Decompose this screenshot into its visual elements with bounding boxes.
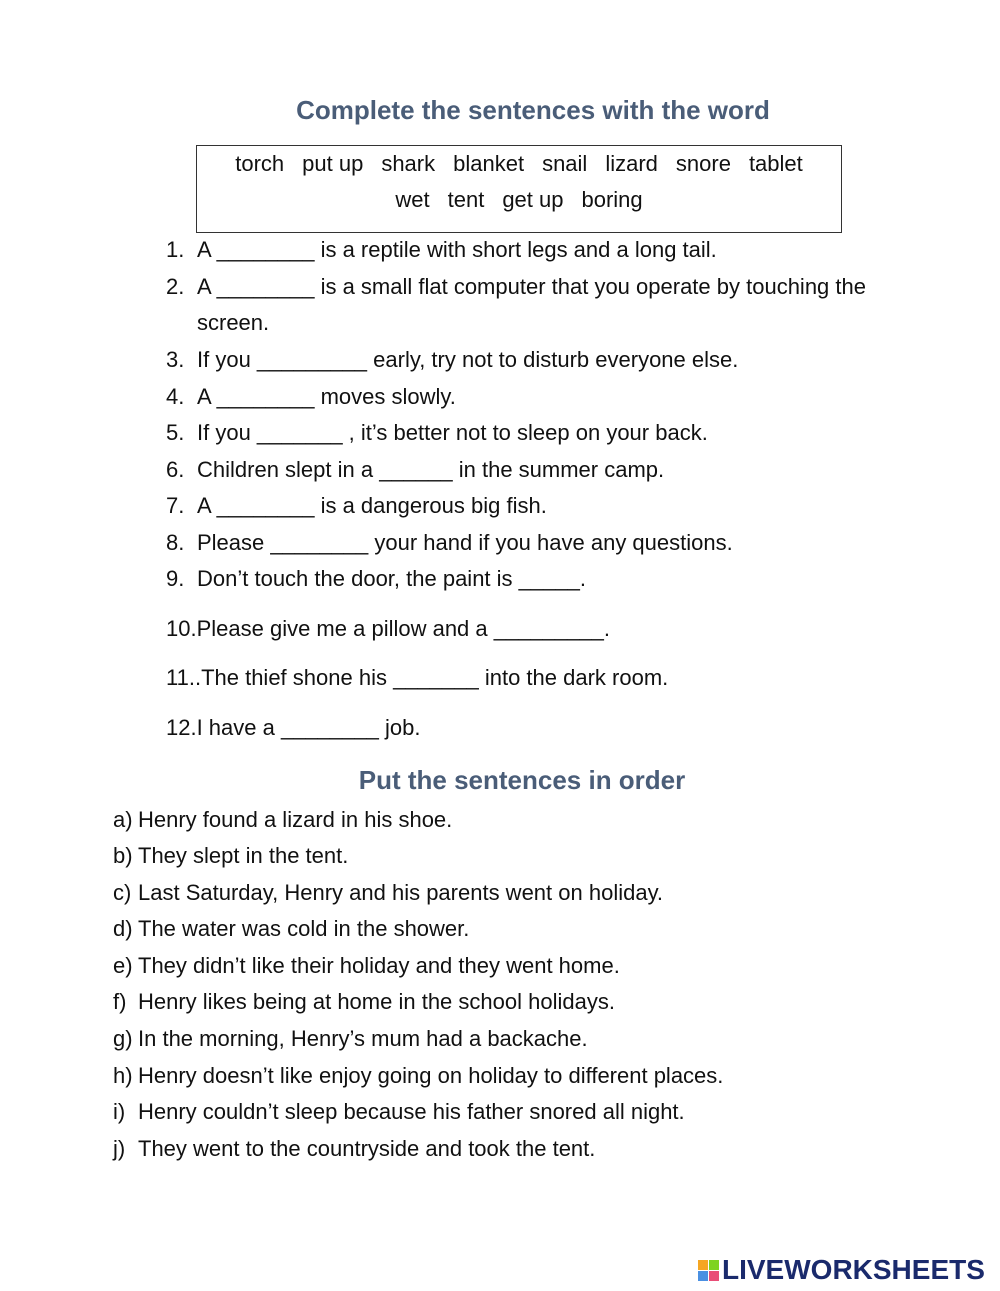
word-bank-word: boring: [581, 187, 643, 212]
word-bank-word: wet: [395, 187, 430, 212]
section-title-order: Put the sentences in order: [358, 765, 686, 795]
item-text: If you _________ early, try not to disturb everyone else.: [197, 347, 739, 372]
item-letter: a): [113, 807, 133, 832]
item-letter: e): [113, 953, 133, 978]
item-letter: c): [113, 880, 132, 905]
item-text: Henry found a lizard in his shoe.: [138, 807, 453, 832]
item-letter: j): [113, 1136, 126, 1161]
logo-blocks-icon: [698, 1260, 719, 1281]
item-text: Children slept in a ______ in the summer camp.: [197, 457, 665, 482]
word-bank-row-1: [197, 146, 841, 182]
item-number: 6.: [166, 457, 185, 482]
item-text: They slept in the tent.: [138, 843, 349, 868]
word-bank-word: lizard: [605, 151, 658, 176]
item-number: 5.: [166, 420, 185, 445]
word-bank: [196, 145, 842, 233]
item-text: A ________ is a dangerous big fish.: [197, 493, 547, 518]
item-letter: h): [113, 1063, 133, 1088]
item-text: Last Saturday, Henry and his parents went on holiday.: [138, 880, 664, 905]
word-bank-word: snore: [675, 151, 731, 176]
item-text: 11..The thief shone his _______ into the dark room.: [166, 665, 669, 690]
item-text: Please ________ your hand if you have any questions.: [197, 530, 733, 555]
item-text: If you _______ , it’s better not to sleep on your back.: [197, 420, 708, 445]
item-text: They didn’t like their holiday and they went home.: [138, 953, 620, 978]
item-text: A ________ moves slowly.: [197, 384, 456, 409]
word-bank-word: shark: [381, 151, 436, 176]
item-text: Henry likes being at home in the school holidays.: [138, 989, 615, 1014]
item-number: 8.: [166, 530, 185, 555]
word-bank-word: snail: [542, 151, 588, 176]
word-bank-word: blanket: [453, 151, 525, 176]
item-text: Henry couldn’t sleep because his father snored all night.: [138, 1099, 685, 1124]
item-text: The water was cold in the shower.: [138, 916, 470, 941]
item-text: Don’t touch the door, the paint is _____.: [197, 566, 586, 591]
item-text: They went to the countryside and took the tent.: [138, 1136, 596, 1161]
item-text: In the morning, Henry’s mum had a backache.: [138, 1026, 588, 1051]
word-bank-word: get up: [502, 187, 564, 212]
item-number: 2.: [166, 274, 185, 299]
item-number: 7.: [166, 493, 185, 518]
item-letter: d): [113, 916, 133, 941]
item-letter: i): [113, 1099, 126, 1124]
item-text: A ________ is a reptile with short legs and a long tail.: [197, 237, 717, 262]
item-text: 12.I have a ________ job.: [166, 715, 421, 740]
item-text: Henry doesn’t like enjoy going on holiday to different places.: [138, 1063, 724, 1088]
item-number: 1.: [166, 237, 185, 262]
word-bank-word: torch: [235, 151, 285, 176]
item-text: A ________ is a small flat computer that you operate by touching the: [197, 274, 866, 299]
item-letter: g): [113, 1026, 133, 1051]
item-number: 3.: [166, 347, 185, 372]
item-number: 9.: [166, 566, 185, 591]
item-letter: f): [113, 989, 127, 1014]
logo-text: LIVEWORKSHEETS: [722, 1254, 985, 1285]
item-text: 10.Please give me a pillow and a _________.: [166, 616, 610, 641]
word-bank-row-2: [197, 182, 841, 218]
word-bank-word: tablet: [748, 151, 803, 176]
item-number: 4.: [166, 384, 185, 409]
word-bank-word: tent: [447, 187, 485, 212]
word-bank-word: put up: [302, 151, 364, 176]
section-title-complete: Complete the sentences with the word: [296, 95, 770, 125]
item-letter: b): [113, 843, 133, 868]
item-text-cont: screen.: [197, 310, 270, 335]
liveworksheets-logo[interactable]: [698, 1255, 985, 1285]
